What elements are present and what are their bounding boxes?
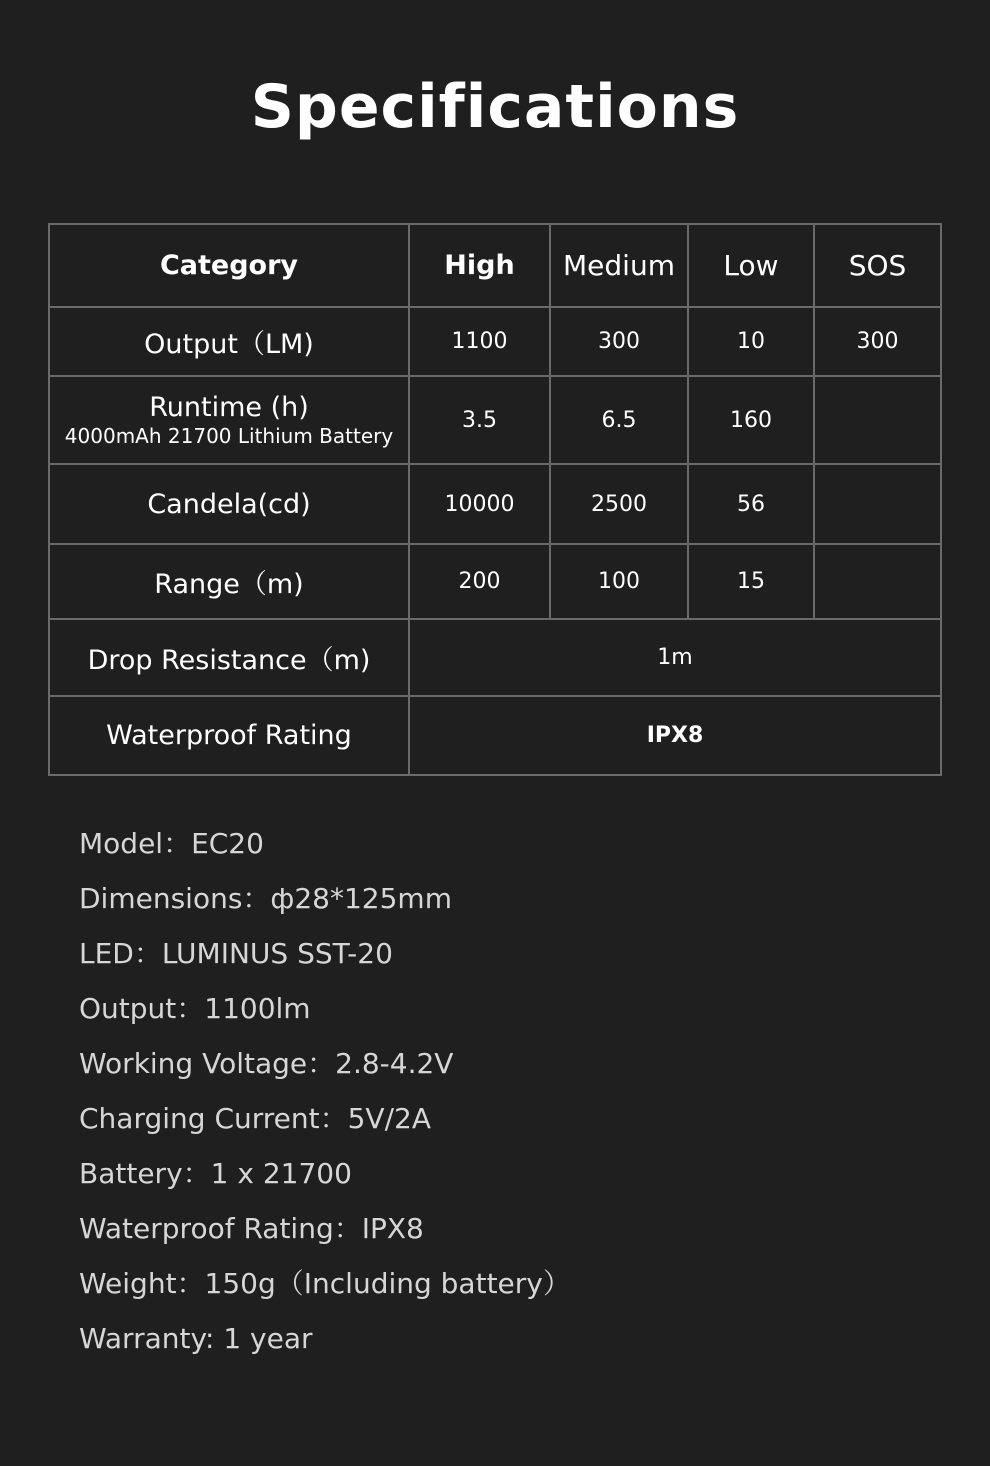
table-row-drop-resistance [49,619,941,696]
waterproof-value: IPX8 [409,696,941,775]
drop-resistance-label: Drop Resistance（m) [49,619,409,696]
table-row-candela [49,464,941,544]
header-category: Category [49,224,409,307]
runtime-low: 160 [688,376,814,464]
spec-details-list [79,816,571,1366]
header-high: High [409,224,550,307]
waterproof-label: Waterproof Rating [49,696,409,775]
detail-led: LED：LUMINUS SST-20 [79,937,393,970]
output-sos: 300 [814,307,941,376]
output-label: Output（LM) [49,307,409,376]
detail-waterproof-rating: Waterproof Rating：IPX8 [79,1212,424,1245]
detail-model: Model：EC20 [79,827,264,860]
runtime-high: 3.5 [409,376,550,464]
detail-weight: Weight：150g（Including battery） [79,1267,571,1300]
candela-medium: 2500 [550,464,688,544]
detail-battery: Battery：1 x 21700 [79,1157,352,1190]
candela-label: Candela(cd) [49,464,409,544]
range-sos [814,544,941,619]
drop-resistance-value: 1m [409,619,941,696]
range-medium: 100 [550,544,688,619]
runtime-label-cell [49,376,409,464]
range-label: Range（m) [49,544,409,619]
detail-charging-current: Charging Current：5V/2A [79,1102,431,1135]
detail-output: Output：1100lm [79,992,311,1025]
header-sos: SOS [814,224,941,307]
output-medium: 300 [550,307,688,376]
header-low: Low [688,224,814,307]
runtime-medium: 6.5 [550,376,688,464]
range-high: 200 [409,544,550,619]
table-row-range [49,544,941,619]
page-title: Specifications [250,72,740,142]
runtime-label: Runtime (h) [149,391,309,423]
output-low: 10 [688,307,814,376]
detail-working-voltage: Working Voltage：2.8-4.2V [79,1047,454,1080]
detail-warranty: Warranty: 1 year [79,1322,313,1355]
candela-sos [814,464,941,544]
runtime-sublabel: 4000mAh 21700 Lithium Battery [64,424,394,449]
output-high: 1100 [409,307,550,376]
candela-low: 56 [688,464,814,544]
candela-high: 10000 [409,464,550,544]
table-row-waterproof [49,696,941,775]
table-row-output [49,307,941,376]
range-low: 15 [688,544,814,619]
specifications-table [48,223,942,776]
table-row-runtime [49,376,941,464]
table-header-row [49,224,941,307]
detail-dimensions: Dimensions：ф28*125mm [79,882,452,915]
runtime-sos [814,376,941,464]
header-medium: Medium [550,224,688,307]
